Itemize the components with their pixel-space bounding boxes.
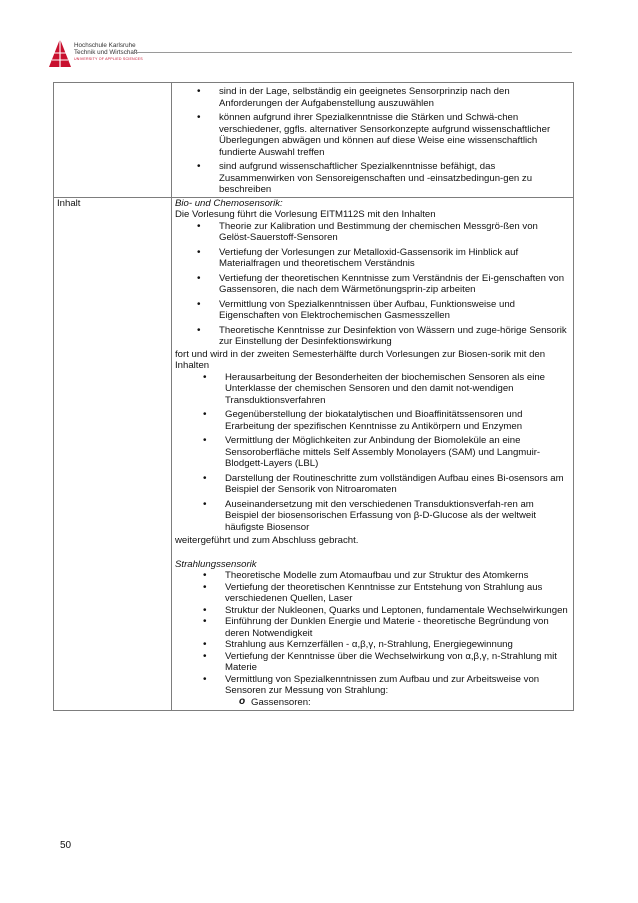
bio-end-text: weitergeführt und zum Abschluss gebracht. <box>175 535 359 546</box>
bio-heading: Bio- und Chemosensorik: <box>175 197 283 209</box>
row-label-empty <box>54 83 172 198</box>
list-item: • Gegenüberstellung der biokatalytischen und Bioaffinitätssensoren und Erarbeitung der spezifischen Kenntnisse zu Antikörpern und Enzymen <box>175 409 569 432</box>
list-item: • Strahlung aus Kernzerfällen - α,β,γ, n-Strahlung, Energiegewinnung <box>175 639 569 651</box>
list-item: • Einführung der Dunklen Energie und Materie - theoretische Begründung von deren Notwendigkeit <box>175 616 569 639</box>
logo-wordmark <box>74 42 143 63</box>
header-rule <box>134 52 572 53</box>
list-item: • Struktur der Nukleonen, Quarks und Leptonen, fundamentale Wechselwirkungen <box>175 605 569 617</box>
list-item: • Vertiefung der theoretischen Kenntnisse zum Verständnis der Ei-genschaften von Gassensoren, die nach dem Wärmetönungsprin-zip arbeiten <box>175 273 569 296</box>
list-item: • können aufgrund ihrer Spezialkenntnisse die Stärken und Schwä-chen verschiedener, ggfls. alternativer Sensorkonzepte aufgrund wissenschaftlicher Überlegungen abwägen und können auf diese Weise eine wissenschaftlich fundierte Auswahl treffen <box>175 112 569 158</box>
list-item: • Herausarbeitung der Besonderheiten der biochemischen Sensoren als eine Unterklasse der chemischen Sensoren und den damit not-wendigen Transduktionsverfahren <box>175 372 569 407</box>
competence-list <box>175 86 569 196</box>
section-gap <box>175 547 569 559</box>
inhalt-cell <box>172 197 574 711</box>
logo-line-2: Technik und Wirtschaft <box>74 49 138 56</box>
list-item: • Vertiefung der theoretischen Kenntnisse zur Entstehung von Strahlung aus verschiedenen Quellen, Laser <box>175 582 569 605</box>
competences-cell <box>172 83 574 198</box>
page-number: 50 <box>60 840 72 851</box>
list-item: • Vertiefung der Vorlesungen zur Metalloxid-Gassensorik im Hinblick auf Materialfragen und theoretischem Verständnis <box>175 247 569 270</box>
list-item: • Vermittlung der Möglichkeiten zur Anbindung der Biomoleküle an eine Sensoroberfläche mittels Self Assembly Monolayers (SAM) und Langmuir-Blodgett-Layers (LBL) <box>175 435 569 470</box>
sublist-item: o Gassensoren: <box>175 697 569 709</box>
list-item: • sind aufgrund wissenschaftlicher Spezialkenntnisse befähigt, das Zusammenwirken von Sensoreigenschaften und -einsatzbedingun-gen zu beschreiben <box>175 161 569 196</box>
bio-list-2 <box>175 372 569 534</box>
logo-line-3: UNIVERSITY OF APPLIED SCIENCES <box>74 57 143 61</box>
list-item: • Vertiefung der Kenntnisse über die Wechselwirkung von α,β,γ, n-Strahlung mit Materie <box>175 651 569 674</box>
bio-intro: Die Vorlesung führt die Vorlesung EITM112S mit den Inhalten <box>175 209 436 220</box>
list-item: • Theoretische Modelle zum Atomaufbau und zur Struktur des Atomkerns <box>175 570 569 582</box>
list-item: • sind in der Lage, selbständig ein geeignetes Sensorprinzip nach den Anforderungen der Aufgabenstellung auszuwählen <box>175 86 569 109</box>
logo-line-1: Hochschule Karlsruhe <box>74 42 136 49</box>
module-table <box>53 82 574 711</box>
list-item: • Theorie zur Kalibration und Bestimmung der chemischen Messgrö-ßen von Gelöst-Sauerstoff-Sensoren <box>175 221 569 244</box>
university-logo <box>48 38 188 72</box>
list-item: • Auseinandersetzung mit den verschiedenen Transduktionsverfah-ren am Beispiel der biosensorischen Erfassung von β-D-Glucose als der weltweit häufigste Biosensor <box>175 499 569 534</box>
table-row-inhalt <box>54 197 574 711</box>
row-label-inhalt: Inhalt <box>54 197 172 711</box>
bio-list-1 <box>175 221 569 348</box>
list-item: • Theoretische Kenntnisse zur Desinfektion von Wässern und zuge-hörige Sensorik zur Einstellung der Desinfektionswirkung <box>175 325 569 348</box>
radiation-list <box>175 570 569 697</box>
radiation-heading: Strahlungssensorik <box>175 558 257 570</box>
list-item: • Vermittlung von Spezialkenntnissen zum Aufbau und zur Arbeitsweise von Sensoren zur Messung von Strahlung: <box>175 674 569 697</box>
bio-mid-text: fort und wird in der zweiten Semesterhälfte durch Vorlesungen zur Biosen-sorik mit den Inhalten <box>175 348 546 371</box>
list-item: • Darstellung der Routineschritte zum vollständigen Aufbau eines Bi-osensors am Beispiel der Sensorik von Nitroaromaten <box>175 473 569 496</box>
list-item: • Vermittlung von Spezialkenntnissen über Aufbau, Funktionsweise und Eigenschaften von Elektrochemischen Gasmesszellen <box>175 299 569 322</box>
logo-mark-icon <box>48 38 72 68</box>
table-row-competences <box>54 83 574 198</box>
radiation-sublist <box>175 697 569 709</box>
